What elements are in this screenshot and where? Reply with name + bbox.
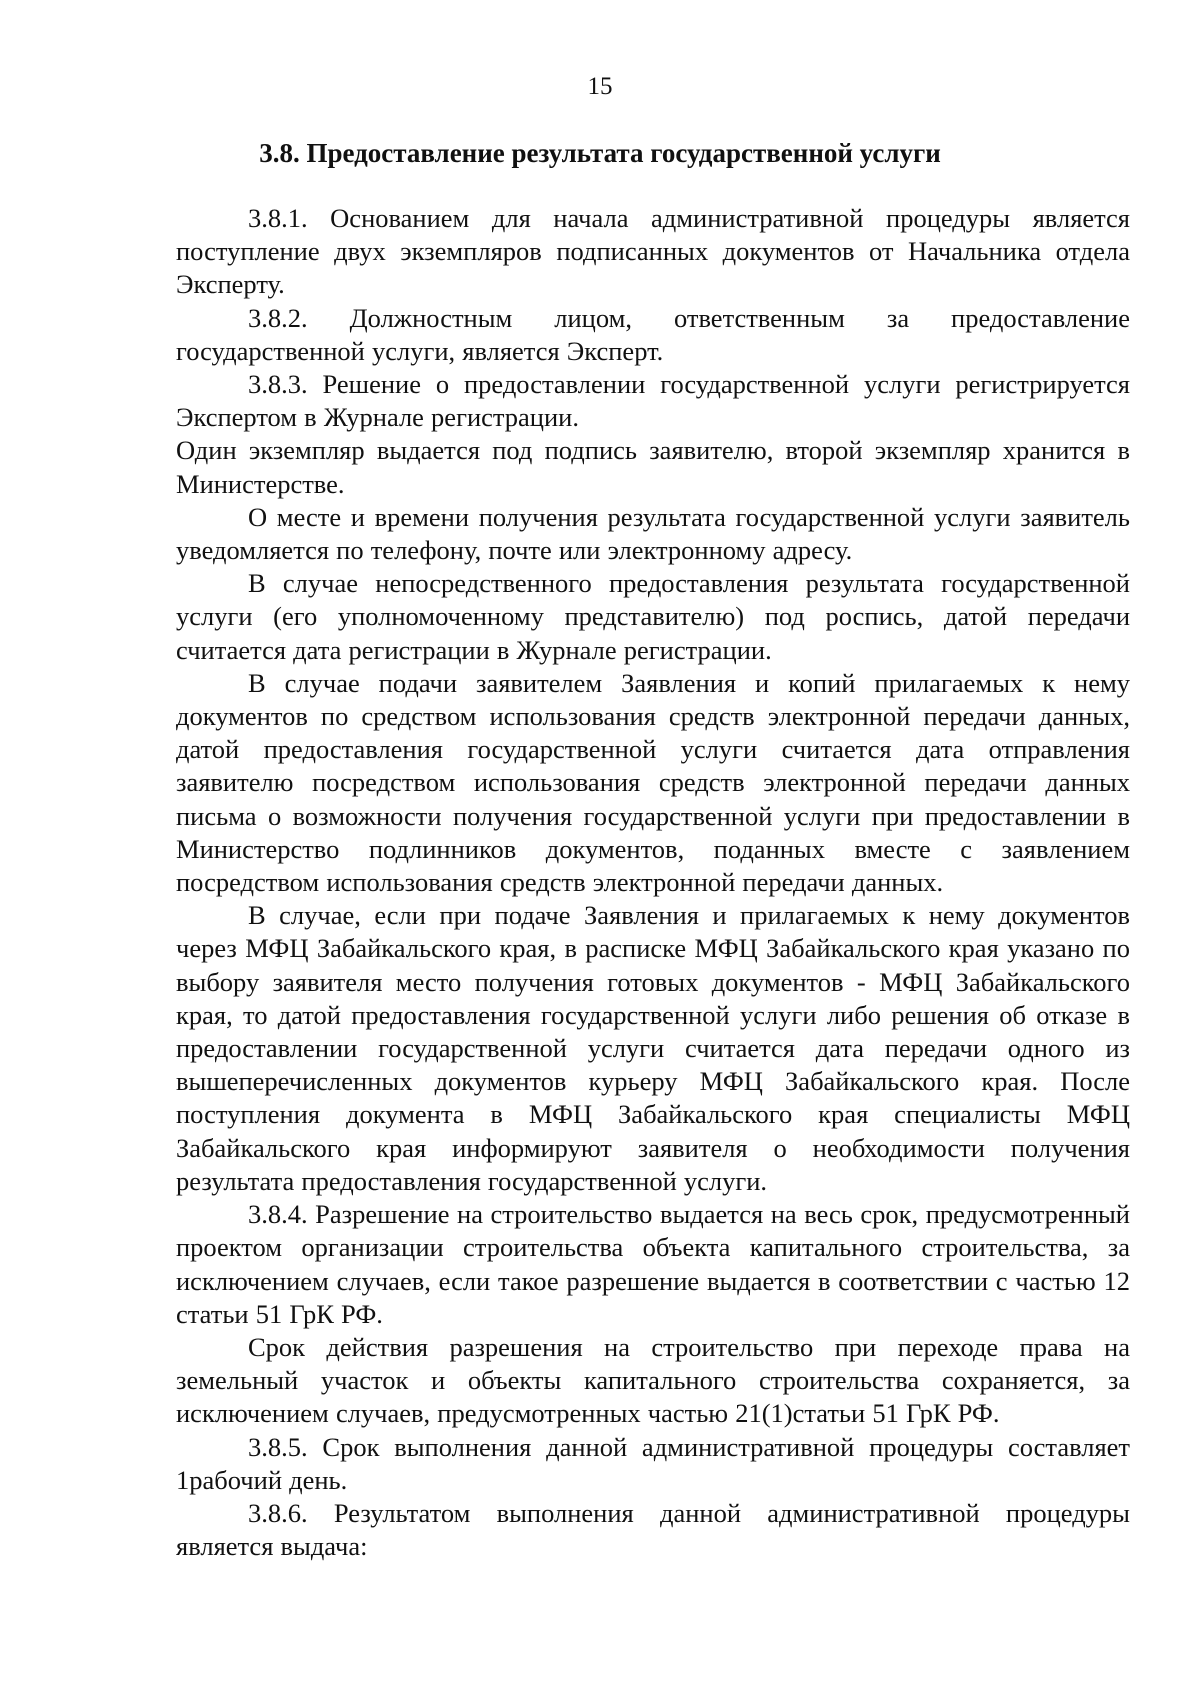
- paragraph-3-8-4: 3.8.4. Разрешение на строительство выдается на весь срок, предусмотренный проектом организации строительства объекта капитального строительства, за исключением случаев, если такое разрешение выдается в соответствии с частью 12 статьи 51 ГрК РФ.: [176, 1199, 1130, 1329]
- paragraph-electronic-delivery: В случае подачи заявителем Заявления и копий прилагаемых к нему документов по средством использования средств электронной передачи данных, датой предоставления государственной услуги считается дата отправления заявителю посредством использования средств электронной передачи данных письма о возможности получения государственной услуги при предоставлении в Министерство подлинников документов, поданных вместе с заявлением посредством использования средств электронной передачи данных.: [176, 667, 1130, 898]
- page-number: 15: [587, 73, 613, 100]
- section-title: 3.8. Предоставление результата государственной услуги: [259, 138, 941, 168]
- paragraph-3-8-1: 3.8.1. Основанием для начала административной процедуры является поступление двух экземпляров подписанных документов от Начальника отдела Эксперту.: [176, 203, 1130, 300]
- paragraph-3-8-5: 3.8.5. Срок выполнения данной административной процедуры составляет 1рабочий день.: [176, 1431, 1130, 1495]
- paragraph-3-8-2: 3.8.2. Должностным лицом, ответственным за предоставление государственной услуги, является Эксперт.: [176, 302, 1130, 366]
- paragraph-notification: О месте и времени получения результата государственной услуги заявитель уведомляется по телефону, почте или электронному адресу.: [176, 501, 1130, 566]
- document-body: [176, 202, 1130, 1563]
- paragraph-mfc-delivery: В случае, если при подаче Заявления и прилагаемых к нему документов через МФЦ Забайкальского края, в расписке МФЦ Забайкальского края указано по выбору заявителя место получения готовых документов - МФЦ Забайкальского края, то датой предоставления государственной услуги либо решения об отказе в предоставлении государственной услуги считается дата передачи одного из вышеперечисленных документов курьеру МФЦ Забайкальского края. После поступления документа в МФЦ Забайкальского края специалисты МФЦ Забайкальского края информируют заявителя о необходимости получения результата предоставления государственной услуги.: [176, 900, 1130, 1196]
- paragraph-copies: Один экземпляр выдается под подпись заявителю, второй экземпляр хранится в Министерстве.: [176, 435, 1130, 499]
- paragraph-direct-delivery: В случае непосредственного предоставления результата государственной услуги (его уполномоченному представителю) под роспись, датой передачи считается дата регистрации в Журнале регистрации.: [176, 568, 1130, 665]
- paragraph-3-8-6: 3.8.6. Результатом выполнения данной административной процедуры является выдача:: [176, 1497, 1130, 1562]
- paragraph-validity: Срок действия разрешения на строительство при переходе права на земельный участок и объекты капитального строительства сохраняется, за исключением случаев, предусмотренных частью 21(1)статьи 51 ГрК РФ.: [176, 1331, 1130, 1429]
- paragraph-3-8-3: 3.8.3. Решение о предоставлении государственной услуги регистрируется Экспертом в Журнале регистрации.: [176, 369, 1130, 433]
